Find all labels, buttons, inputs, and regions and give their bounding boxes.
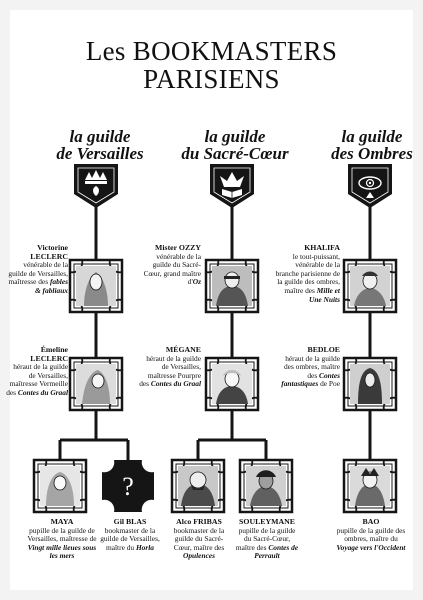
label-victorine: [8, 244, 68, 296]
portrait-alco: [172, 460, 224, 512]
desc-ozzy: vénérable de la guilde du Sacré-Cœur, grand maître d': [143, 251, 201, 287]
name-bedloe: BEDLOE: [307, 345, 340, 354]
work-souleymane: Contes de Perrault: [254, 542, 299, 561]
desc-souleymane: pupille de la guilde du Sacré-Cœur, maître des: [235, 525, 296, 552]
work-megane: Contes du Graal: [150, 379, 201, 389]
unknown-portrait-question-mark: ?: [122, 472, 134, 501]
guild-versailles-line2: de Versailles: [56, 144, 144, 163]
label-khalifa: [272, 244, 340, 304]
desc-victorine: vénérable de la guilde de Versailles, maîtresse des: [8, 260, 68, 287]
work-emeline: Contes du Graal: [17, 387, 68, 397]
emblem-sacre-coeur: [210, 164, 254, 208]
label-megane: [138, 346, 201, 389]
label-maya: [26, 518, 98, 561]
work-ozzy: Oz: [192, 277, 201, 287]
desc-alco: bookmaster de la guilde du Sacré-Cœur, maître des: [173, 525, 225, 552]
portrait-bedloe: [344, 358, 396, 410]
portrait-maya: [34, 460, 86, 512]
label-gilblas: [98, 518, 162, 552]
portrait-emeline: [70, 358, 122, 410]
label-souleymane: [234, 518, 300, 561]
name-ozzy: Mister OZZY: [155, 243, 201, 252]
guild-versailles-line1: la guilde: [69, 127, 131, 146]
emblem-versailles: [74, 164, 118, 208]
portrait-megane: [206, 358, 258, 410]
portrait-bao: [344, 460, 396, 512]
desc-gilblas: bookmaster de la guilde de Versailles, maître du: [100, 525, 160, 552]
work-maya: Vingt mille lieues sous les mers: [27, 542, 97, 561]
work-alco: Opulences: [182, 551, 216, 561]
desc-emeline: héraut de la guilde de Versailles, maîtresse Vermeille des: [6, 362, 68, 397]
work-bedloe: Contes fantastiques: [281, 370, 340, 389]
work-khalifa: Mille et Une Nuits: [308, 285, 340, 304]
name-gilblas: Gil BLAS: [113, 517, 147, 526]
work-victorine: fables & fabliaux: [34, 277, 68, 295]
portrait-khalifa: [344, 260, 396, 312]
guild-ombres-line2: des Ombres: [331, 144, 413, 163]
label-bedloe: [276, 346, 340, 389]
name-maya: MAYA: [50, 517, 74, 526]
portrait-ozzy: [206, 260, 258, 312]
label-ozzy: [138, 244, 201, 287]
poster-title-line2: PARISIENS: [143, 64, 280, 94]
name-souleymane: SOULEYMANE: [239, 517, 295, 526]
desc-megane: héraut de la guilde de Versailles, maîtresse Pourpre des: [139, 353, 201, 389]
portrait-victorine: [70, 260, 122, 312]
label-bao: [334, 518, 408, 552]
portrait-gilblas: [102, 460, 154, 512]
name-emeline: Émeline LECLERC: [30, 345, 68, 363]
work-bao: Voyage vers l'Occident: [336, 542, 406, 552]
desc-bedloe: héraut de la guilde des ombres, maître des: [283, 353, 340, 380]
guild-sacre-coeur-line1: la guilde: [204, 127, 266, 146]
emblem-ombres: [348, 164, 392, 208]
poster-title-line1: Les BOOKMASTERS: [85, 36, 338, 66]
portrait-souleymane: [240, 460, 292, 512]
desc-bao: pupille de la guilde des ombres, maître du: [336, 525, 406, 544]
label-alco: [166, 518, 232, 561]
name-megane: MÉGANE: [165, 345, 201, 354]
desc-khalifa: le tout-puissant, vénérable de la branche parisienne de la guilde des ombres, maître des: [275, 251, 340, 295]
name-bao: BAO: [362, 517, 380, 526]
desc-maya: pupille de la guilde de Versailles, maîtresse de: [27, 525, 97, 544]
guild-sacre-coeur-line2: du Sacré-Cœur: [181, 144, 289, 163]
name-alco: Alco FRIBAS: [176, 517, 222, 526]
label-emeline: [6, 346, 68, 398]
work-gilblas: Horla: [135, 542, 155, 552]
guild-ombres-line1: la guilde: [341, 127, 403, 146]
name-victorine: Victorine LECLERC: [30, 243, 68, 261]
name-khalifa: KHALIFA: [304, 243, 340, 252]
desc-bedloe-suffix: de Poe: [318, 379, 340, 389]
